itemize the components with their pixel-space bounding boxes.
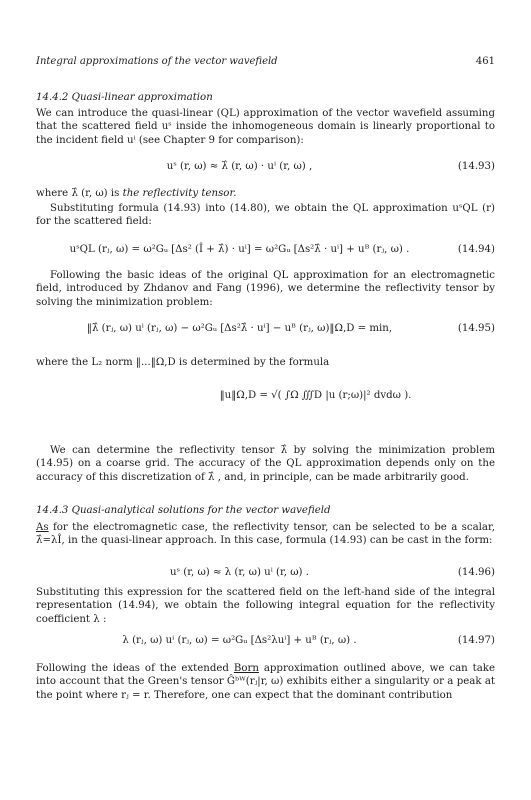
equation-number: (14.96)	[457, 567, 495, 578]
paragraph-substitution: Substituting formula (14.93) into (14.80), we obtain the QL approximation uˢQL (r) for the scattered field:	[36, 203, 495, 228]
paragraph-norm-def: where the L₂ norm ‖...‖Ω,D is determined by the formula	[36, 357, 330, 368]
text-run-underlined: Born	[233, 663, 259, 674]
paragraph-extended-born	[36, 662, 495, 702]
paragraph-ql-intro: We can introduce the quasi-linear (QL) approximation of the vector wavefield assuming that the scattered field uˢ inside the inhomogeneous domain is linearly proportional to the incident field uⁱ (see Chapter 9 for comparison):	[36, 108, 495, 146]
equation-14-95	[36, 322, 495, 335]
section-heading-quasi-linear: 14.4.2 Quasi-linear approximation	[36, 92, 213, 103]
page-number: 461	[475, 56, 495, 67]
equation-14-96	[36, 566, 495, 579]
text-run-underlined: As	[36, 522, 49, 533]
equation-norm	[36, 389, 495, 402]
equation-14-94	[36, 243, 495, 256]
paragraph-coarse-grid: We can determine the reflectivity tensor λ̂ by solving the minimization problem (14.95) on a coarse grid. The accuracy of the QL approximation depends only on the accuracy of this discretization of λ̂ , and, in principle, can be made arbitrarily good.	[36, 445, 495, 483]
paragraph-reflectivity-def	[36, 187, 495, 200]
equation-body: uˢ (r, ω) ≈ λ (r, ω) uⁱ (r, ω) .	[170, 567, 309, 578]
text-run: Following the ideas of the extended	[36, 663, 234, 674]
equation-number: (14.94)	[457, 244, 495, 255]
text-run: where λ̂ (r, ω) is	[36, 188, 123, 199]
paragraph-integral-equation: Substituting this expression for the scattered field on the left-hand side of the integral representation (14.94), we obtain the following integral equation for the reflectivity coefficient λ :	[36, 587, 495, 625]
paragraph-minimization: Following the basic ideas of the original QL approximation for an electromagnetic field, introduced by Zhdanov and Fang (1996), we determine the reflectivity tensor by solving the minimization problem:	[36, 270, 495, 308]
equation-body: λ (rⱼ, ω) uⁱ (rⱼ, ω) = ω²Gᵤ [Δs²λuⁱ] + uᴮ (rⱼ, ω) .	[122, 635, 357, 646]
equation-body: ‖u‖Ω,D = √( ∫Ω ∭D |u (r;ω)|² dvdω ).	[219, 390, 412, 401]
text-run: for the electromagnetic case, the reflectivity tensor, can be selected to be a scalar, λ̂=λÎ, in the quasi-linear approach. In this case, formula (14.93) can be cast in the form:	[36, 522, 495, 547]
paragraph-scalar-case	[36, 521, 495, 548]
text-run: approximation outlined above, we can take into account that the Green's tensor Ĝᵇᵂ(rⱼ|r, ω) exhibits either a singularity or a peak at the point where rⱼ = r. Therefore, one can expect that the dominant contribution	[36, 663, 495, 701]
running-title: Integral approximations of the vector wavefield	[36, 56, 278, 67]
equation-number: (14.95)	[457, 323, 495, 334]
equation-14-97	[36, 634, 495, 647]
equation-14-93	[36, 160, 495, 173]
equation-body: uˢQL (rⱼ, ω) = ω²Gᵤ [Δs² (Î + λ̂) · uⁱ] = ω²Gᵤ [Δs²λ̂ · uⁱ] + uᴮ (rⱼ, ω) .	[69, 244, 410, 255]
section-heading-quasi-analytical: 14.4.3 Quasi-analytical solutions for the vector wavefield	[36, 505, 331, 516]
equation-body: uˢ (r, ω) ≈ λ̂ (r, ω) · uⁱ (r, ω) ,	[166, 161, 313, 172]
equation-number: (14.97)	[457, 635, 495, 646]
text-run-italic: the reflectivity tensor.	[122, 188, 237, 199]
running-header	[36, 56, 495, 67]
equation-body: ‖λ̂ (rⱼ, ω) uⁱ (rⱼ, ω) − ω²Gᵤ [Δs²λ̂ · uⁱ] − uᴮ (rⱼ, ω)‖Ω,D = min,	[86, 323, 393, 334]
equation-number: (14.93)	[457, 161, 495, 172]
